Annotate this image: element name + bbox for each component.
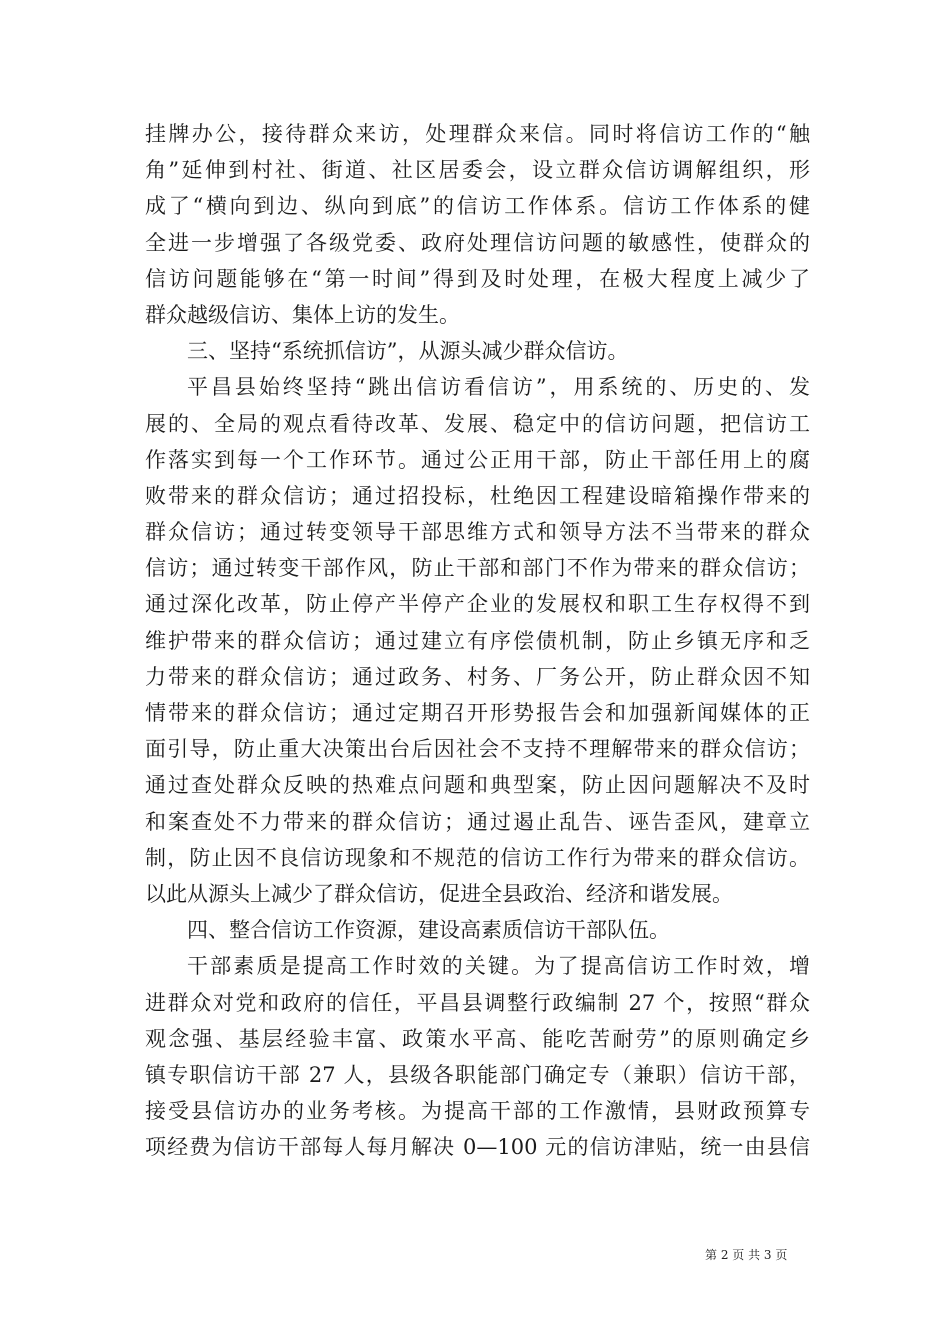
text-line: 接受县信访办的业务考核。为提高干部的工作激情，县财政预算专 [145,1099,810,1124]
text-line: 以此从源头上减少了群众信访，促进全县政治、经济和谐发展。 [145,881,733,906]
text-line: 情带来的群众信访；通过定期召开形势报告会和加强新闻媒体的正 [145,701,810,725]
text-line: 面引导，防止重大决策出台后因社会不支持不理解带来的群众信访； [145,737,810,762]
section-heading: 四、整合信访工作资源，建设高素质信访干部队伍。 [187,918,670,943]
text-line: 维护带来的群众信访；通过建立有序偿债机制，防止乡镇无序和乏 [145,628,810,653]
body-text [145,116,810,1165]
text-line: 和案查处不力带来的群众信访；通过遏止乱告、诬告歪风，建章立 [145,809,810,834]
text-line: 群众越级信访、集体上访的发生。 [145,302,460,327]
text-line: 观念强、基层经验丰富、政策水平高、能吃苦耐劳”的原则确定乡 [145,1026,810,1051]
text-line: 全进一步增强了各级党委、政府处理信访问题的敏感性，使群众的 [145,230,810,255]
text-line: 作落实到每一个工作环节。通过公正用干部，防止干部任用上的腐 [145,447,810,472]
text-line: 信访；通过转变干部作风，防止干部和部门不作为带来的群众信访； [145,556,810,581]
page-number: 第 2 页 共 3 页 [705,1248,788,1262]
text-line: 败带来的群众信访；通过招投标，杜绝因工程建设暗箱操作带来的 [145,483,810,508]
text-line: 项经费为信访干部每人每月解决 0—100 元的信访津贴，统一由县信 [145,1135,810,1160]
text-line: 制，防止因不良信访现象和不规范的信访工作行为带来的群众信访。 [145,845,810,870]
text-line: 展的、全局的观点看待改革、发展、稳定中的信访问题，把信访工 [145,411,810,436]
text-line: 角”延伸到村社、街道、社区居委会，设立群众信访调解组织，形 [145,158,810,183]
text-line: 进群众对党和政府的信任，平昌县调整行政编制 27 个，按照“群众 [145,990,810,1015]
text-line: 成了“横向到边、纵向到底”的信访工作体系。信访工作体系的健 [145,194,810,219]
text-line: 力带来的群众信访；通过政务、村务、厂务公开，防止群众因不知 [145,664,810,689]
text-line: 信访问题能够在“第一时间”得到及时处理，在极大程度上减少了 [145,266,810,291]
text-line: 镇专职信访干部 27 人，县级各职能部门确定专（兼职）信访干部， [145,1062,810,1087]
text-line: 干部素质是提高工作时效的关键。为了提高信访工作时效，增 [187,954,810,979]
section-heading: 三、坚持“系统抓信访”，从源头减少群众信访。 [187,339,629,364]
text-line: 通过深化改革，防止停产半停产企业的发展权和职工生存权得不到 [145,592,810,617]
text-line: 挂牌办公，接待群众来访，处理群众来信。同时将信访工作的“触 [145,122,810,146]
text-line: 平昌县始终坚持“跳出信访看信访”，用系统的、历史的、发 [187,375,810,400]
text-line: 群众信访；通过转变领导干部思维方式和领导方法不当带来的群众 [145,520,810,545]
text-line: 通过查处群众反映的热难点问题和典型案，防止因问题解决不及时 [145,773,810,798]
